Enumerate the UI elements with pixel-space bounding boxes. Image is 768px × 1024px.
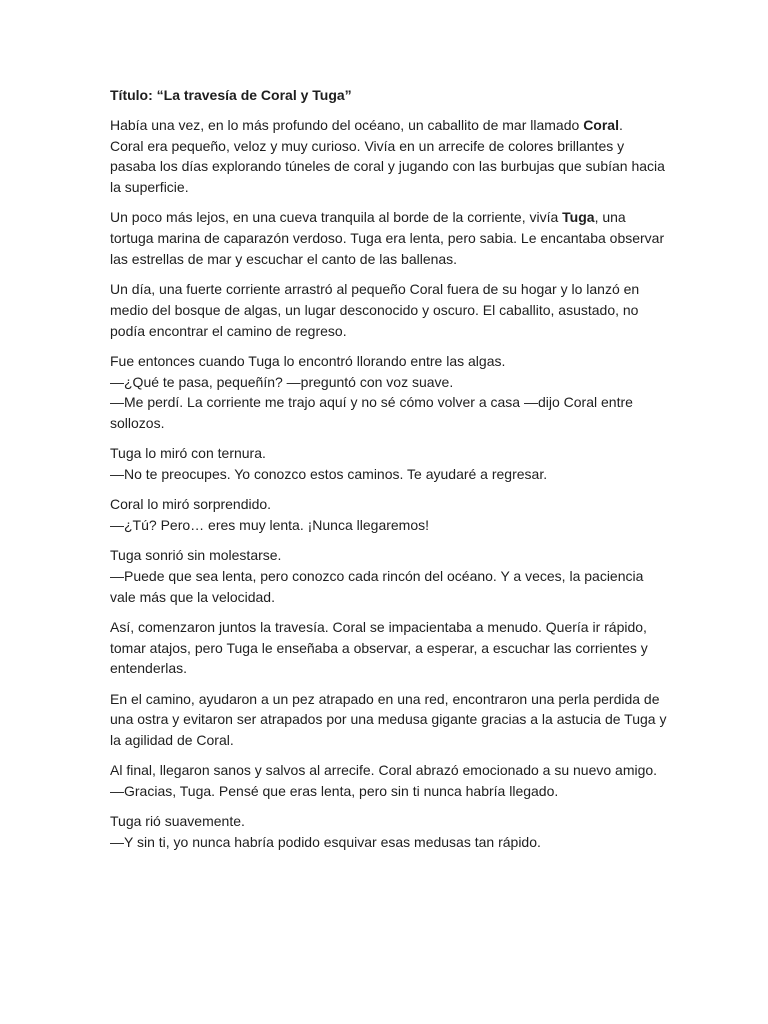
story-paragraph [110, 207, 668, 269]
character-name: Coral [583, 117, 619, 133]
story-paragraph [110, 617, 668, 679]
line-text: , una tortuga marina de caparazón verdoso. Tuga era lenta, pero sabia. Le encantaba observar las estrellas de mar y escuchar el canto de las ballenas. [110, 209, 665, 267]
paragraph-line: Tuga rió suavemente. [110, 813, 245, 830]
paragraph-line [110, 115, 668, 136]
paragraph-line: —¿Qué te pasa, pequeñín? —preguntó con voz suave. [110, 373, 454, 390]
paragraph-line: —Me perdí. La corriente me trajo aquí y no sé cómo volver a casa —dijo Coral entre sollozos. [110, 394, 633, 431]
story-paragraph [110, 279, 668, 341]
character-name: Tuga [562, 209, 595, 226]
paragraph-line: —No te preocupes. Yo conozco estos caminos. Te ayudaré a regresar. [110, 465, 548, 482]
story-body [110, 115, 668, 853]
paragraph-line: Así, comenzaron juntos la travesía. Coral se impacientaba a menudo. Quería ir rápido, tomar atajos, pero Tuga le enseñaba a observar, a esperar, a escuchar las corrientes y entenderlas. [110, 618, 648, 677]
paragraph-line: Al final, llegaron sanos y salvos al arrecife. Coral abrazó emocionado a su nuevo amigo. [110, 762, 658, 779]
paragraph-line: —Y sin ti, yo nunca habría podido esquivar esas medusas tan rápido. [110, 834, 541, 851]
line-text: Un poco más lejos, en una cueva tranquila al borde de la corriente, vivía [110, 209, 563, 226]
story-paragraph [110, 443, 668, 484]
paragraph-line: —Puede que sea lenta, pero conozco cada rincón del océano. Y a veces, la paciencia vale más que la velocidad. [110, 567, 644, 605]
story-paragraph [110, 811, 668, 852]
paragraph-line: —¿Tú? Pero… eres muy lenta. ¡Nunca llegaremos! [110, 516, 430, 533]
line-text: Había una vez, en lo más profundo del océano, un caballito de mar llamado [110, 117, 584, 133]
paragraph-line [110, 207, 668, 269]
story-paragraph [110, 545, 668, 607]
paragraph-line: Coral era pequeño, veloz y muy curioso. Vivía en un arrecife de colores brillantes y pasaba los días explorando túneles de coral y jugando con las burbujas que subían hacia la superficie. [110, 137, 665, 196]
story-paragraph [110, 760, 668, 801]
paragraph-line: Coral lo miró sorprendido. [110, 496, 272, 513]
paragraph-line: Un día, una fuerte corriente arrastró al pequeño Coral fuera de su hogar y lo lanzó en medio del bosque de algas, un lugar desconocido y oscuro. El caballito, asustado, no podía encontrar el camino de regreso. [110, 281, 640, 339]
story-paragraph [110, 115, 668, 198]
paragraph-line: Tuga sonrió sin molestarse. [110, 547, 282, 564]
story-title: Título: “La travesía de Coral y Tuga” [110, 87, 352, 103]
paragraph-line: Fue entonces cuando Tuga lo encontró llorando entre las algas. [110, 352, 506, 369]
paragraph-line: Tuga lo miró con ternura. [110, 445, 266, 462]
paragraph-line: —Gracias, Tuga. Pensé que eras lenta, pero sin ti nunca habría llegado. [110, 783, 559, 800]
line-text: . [618, 117, 623, 133]
story-paragraph [110, 351, 668, 434]
paragraph-line: En el camino, ayudaron a un pez atrapado en una red, encontraron una perla perdida de una ostra y evitaron ser atrapados por una medusa gigante gracias a la astucia de Tuga y la agilidad de Coral. [110, 690, 667, 749]
story-paragraph [110, 689, 668, 751]
story-paragraph [110, 494, 668, 535]
